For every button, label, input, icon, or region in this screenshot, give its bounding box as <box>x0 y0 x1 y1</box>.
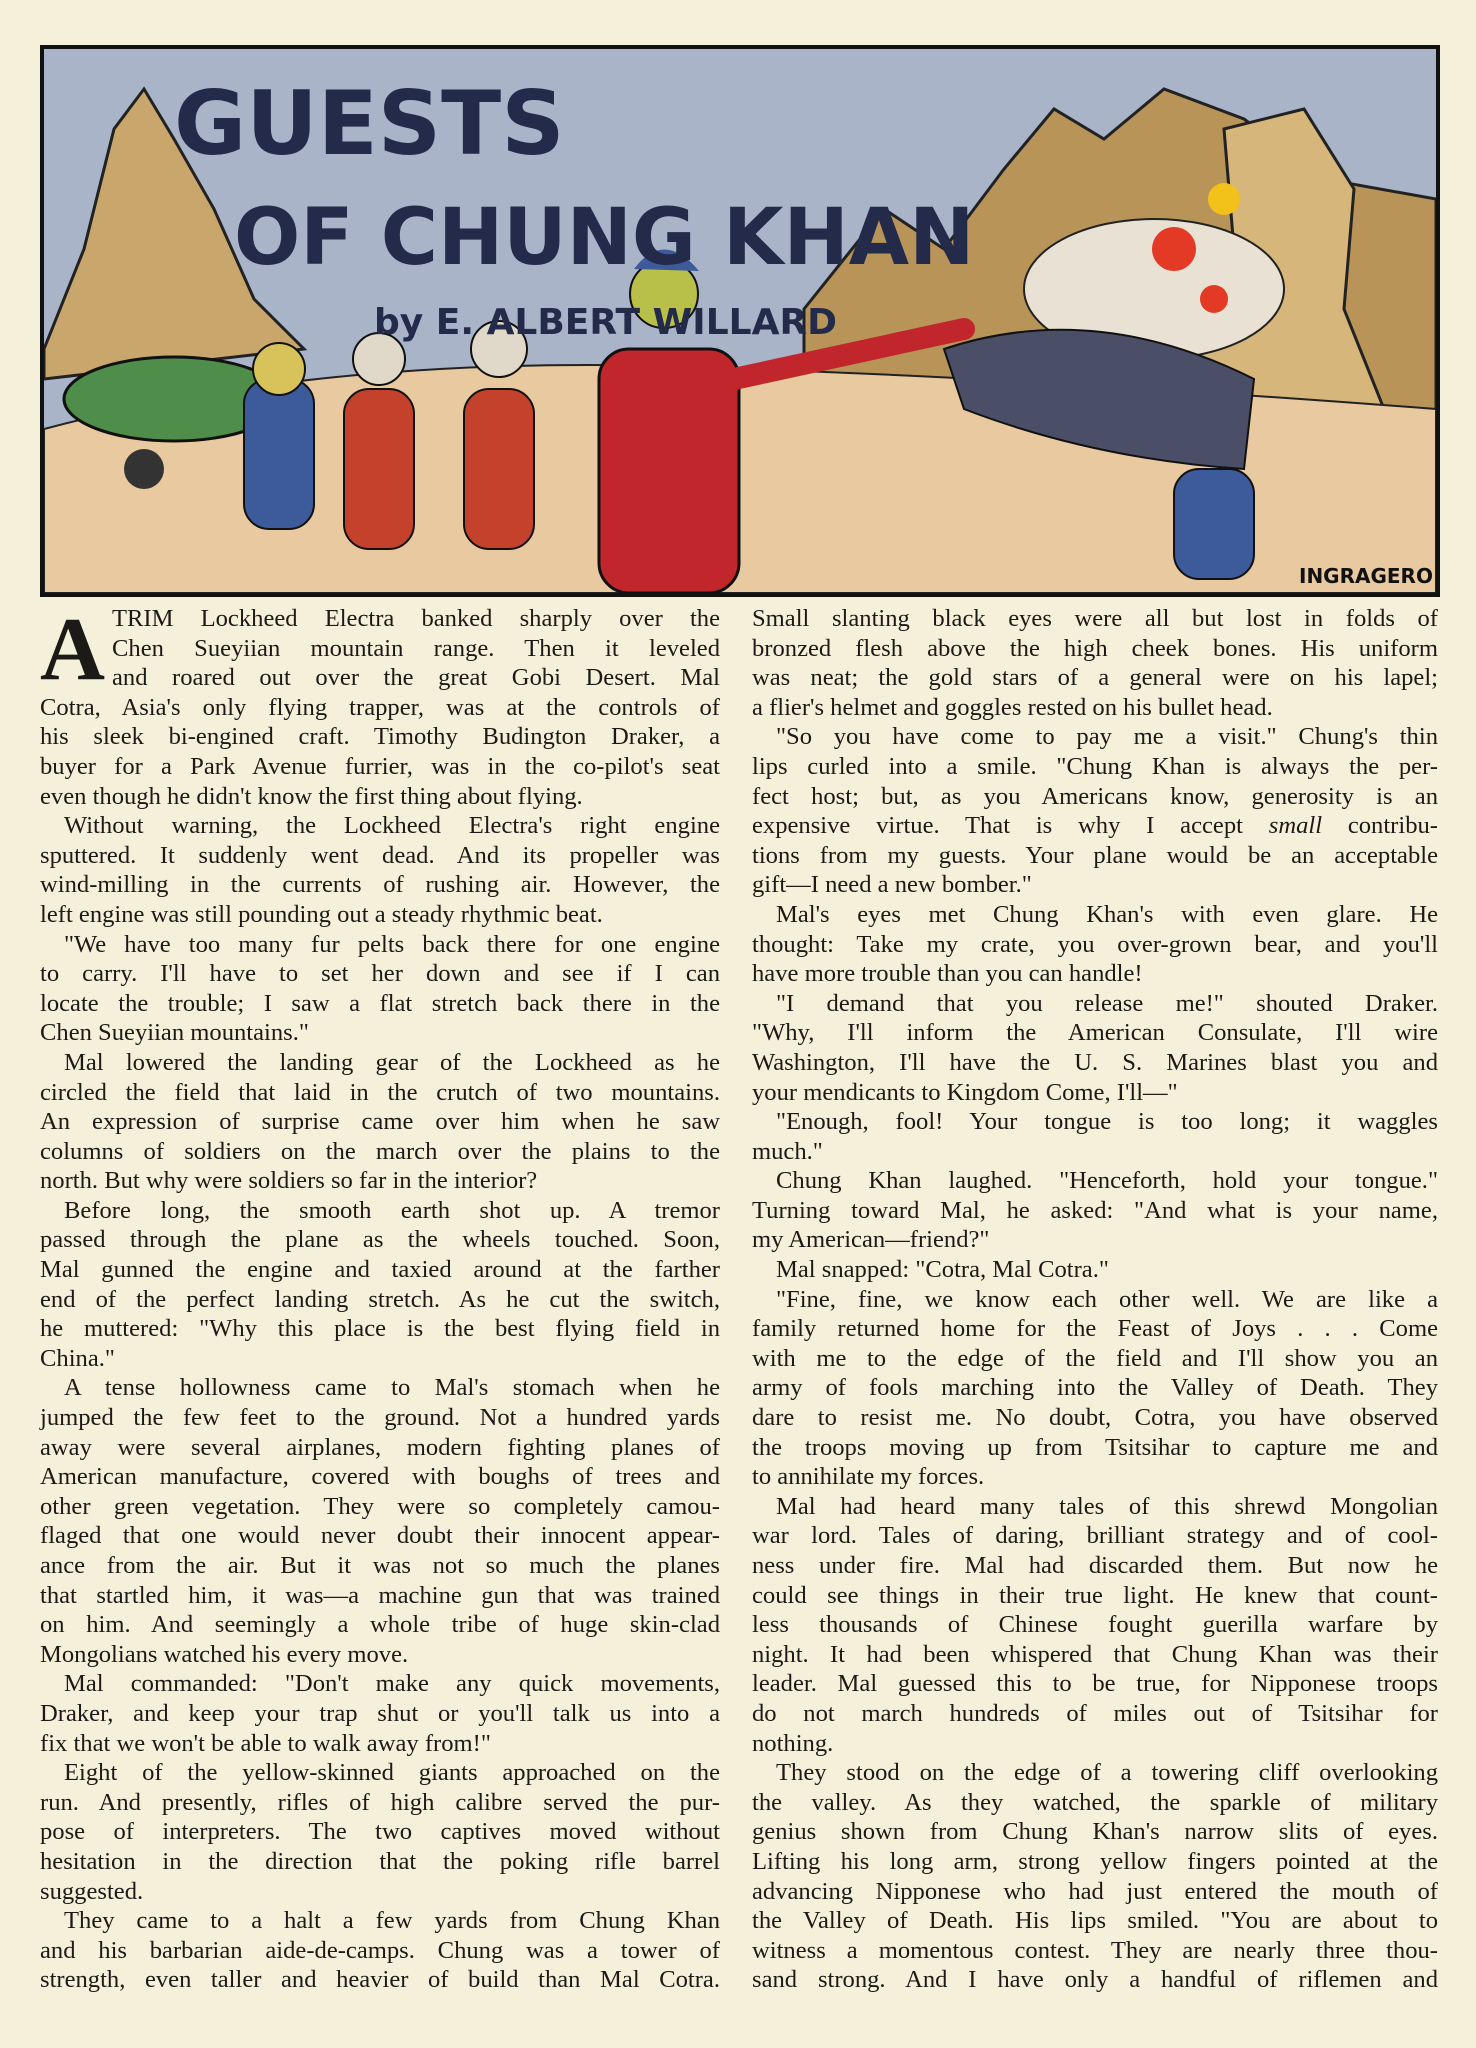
text-line: other green vegetation. They were so completely camou- <box>40 1492 720 1520</box>
text-line: advancing Nipponese who had just entered the mouth of <box>752 1877 1438 1905</box>
text-line: Lifting his long arm, strong yellow fingers pointed at the <box>752 1847 1438 1875</box>
text-line: Mal snapped: "Cotra, Mal Cotra." <box>776 1256 1109 1284</box>
text-line: A tense hollowness came to Mal's stomach when he <box>64 1374 720 1402</box>
italic-word: small <box>1268 812 1323 840</box>
text-line: columns of soldiers on the march over the plains to the <box>40 1137 720 1165</box>
text-line: and roared out over the great Gobi Desert. Mal <box>112 664 720 692</box>
text-line: army of fools marching into the Valley of Death. They <box>752 1374 1438 1402</box>
text-line: Mongolians watched his every move. <box>40 1640 409 1668</box>
text-line: night. It had been whispered that Chung Khan was their <box>752 1640 1438 1668</box>
text-segment: contribu- <box>1322 812 1438 840</box>
text-line: pose of interpreters. The two captives moved without <box>40 1818 720 1846</box>
text-line: American manufacture, covered with boughs of trees and <box>40 1463 720 1491</box>
text-line: tions from my guests. Your plane would be an acceptable <box>752 841 1438 869</box>
explosion-burst <box>1208 183 1240 215</box>
text-line: the troops moving up from Tsitsihar to capture me and <box>752 1433 1438 1461</box>
text-line: your mendicants to Kingdom Come, I'll—" <box>752 1078 1178 1106</box>
artist-signature: INGRAGERO <box>1299 564 1433 588</box>
text-line: leader. Mal guessed this to be true, for Nipponese troops <box>752 1670 1438 1698</box>
text-line: Eight of the yellow-skinned giants approached on the <box>64 1759 720 1787</box>
story-paragraph <box>40 1906 720 1995</box>
text-line: Turning toward Mal, he asked: "And what is your name, <box>752 1196 1438 1224</box>
text-line: They came to a halt a few yards from Chung Khan <box>64 1907 720 1935</box>
text-line: could see things in their true light. He knew that count- <box>752 1581 1438 1609</box>
text-line: left engine was still pounding out a steady rhythmic beat. <box>40 900 603 928</box>
story-paragraph <box>752 722 1438 900</box>
text-line: fix that we won't be able to walk away from!" <box>40 1729 491 1757</box>
title-of-chung-khan: OF CHUNG KHAN <box>234 193 975 283</box>
text-line: Without warning, the Lockheed Electra's right engine <box>64 812 720 840</box>
text-line: Chung Khan laughed. "Henceforth, hold your tongue." <box>776 1167 1438 1195</box>
text-line: suggested. <box>40 1877 144 1905</box>
text-line: away were several airplanes, modern fighting planes of <box>40 1433 720 1461</box>
text-line: "Fine, fine, we know each other well. We are like a <box>776 1285 1438 1313</box>
story-paragraph <box>752 900 1438 989</box>
text-line: "Enough, fool! Your tongue is too long; it waggles <box>776 1108 1438 1136</box>
text-line: fect host; but, as you Americans know, generosity is an <box>752 782 1438 810</box>
text-line: the Valley of Death. His lips smiled. "You are about to <box>752 1907 1438 1935</box>
story-paragraph <box>752 604 1438 722</box>
story-paragraph <box>752 1255 1438 1285</box>
byline: by E. ALBERT WILLARD <box>374 302 838 343</box>
text-line: Before long, the smooth earth shot up. A tremor <box>64 1196 720 1224</box>
title-guests: GUESTS <box>174 72 565 175</box>
drop-cap-lines <box>112 604 720 693</box>
title-illustration <box>40 45 1440 597</box>
story-paragraph <box>40 1196 720 1374</box>
story-paragraph <box>40 1669 720 1758</box>
text-line: Small slanting black eyes were all but lost in folds of <box>752 605 1438 632</box>
text-line: thought: Take my crate, you over-grown bear, and you'll <box>752 930 1438 958</box>
airplane-wheel <box>124 449 164 489</box>
story-paragraph <box>752 1285 1438 1492</box>
text-line: Mal gunned the engine and taxied around at the farther <box>40 1256 720 1284</box>
text-line: that startled him, it was—a machine gun that was trained <box>40 1581 720 1609</box>
text-line: nothing. <box>752 1729 834 1757</box>
text-line: buyer for a Park Avenue furrier, was in the co-pilot's seat <box>40 752 720 780</box>
text-line: "Why, I'll inform the American Consulate, I'll wire <box>752 1019 1438 1047</box>
text-line: was neat; the gold stars of a general were on his lapel; <box>752 664 1438 692</box>
text-line: Washington, I'll have the U. S. Marines blast you and <box>752 1048 1438 1076</box>
text-line: and his barbarian aide-de-camps. Chung was a tower of <box>40 1936 720 1964</box>
text-line: "I demand that you release me!" shouted Draker. <box>776 989 1438 1017</box>
text-line: have more trouble than you can handle! <box>752 960 1143 988</box>
text-line: less thousands of Chinese fought guerilla warfare by <box>752 1611 1438 1639</box>
text-line: sand strong. And I have only a handful of riflemen and <box>752 1966 1438 1994</box>
text-line: strength, even taller and heavier of build than Mal Cotra. <box>40 1966 720 1994</box>
story-paragraph <box>40 1758 720 1906</box>
text-line: An expression of surprise came over him when he saw <box>40 1108 720 1136</box>
text-segment: expensive virtue. That is why I accept <box>752 812 1269 840</box>
text-line: north. But why were soldiers so far in the interior? <box>40 1167 538 1195</box>
text-line: run. And presently, rifles of high calibre served the pur- <box>40 1788 720 1816</box>
story-column-left <box>40 604 720 1995</box>
explosion-burst <box>1152 227 1196 271</box>
illustration-art <box>44 49 1436 593</box>
text-line <box>752 811 1438 841</box>
text-line: Draker, and keep your trap shut or you'll talk us into a <box>40 1699 720 1727</box>
story-paragraph <box>752 989 1438 1107</box>
story-paragraph <box>752 1492 1438 1758</box>
story-paragraph <box>752 1166 1438 1255</box>
story-column-right <box>752 604 1438 1995</box>
text-line: Mal's eyes met Chung Khan's with even glare. He <box>776 900 1438 928</box>
text-line: the valley. As they watched, the sparkle of military <box>752 1788 1438 1816</box>
story-paragraph <box>40 1048 720 1196</box>
text-line: family returned home for the Feast of Joys . . . Come <box>752 1315 1438 1343</box>
text-line: circled the field that laid in the crutch of two mountains. <box>40 1078 720 1106</box>
text-line: jumped the few feet to the ground. Not a hundred yards <box>40 1404 720 1432</box>
drop-cap: A <box>40 610 105 690</box>
explosion-burst <box>1200 285 1228 313</box>
story-paragraph <box>40 1373 720 1669</box>
story-paragraph <box>40 930 720 1048</box>
text-line: genius shown from Chung Khan's narrow slits of eyes. <box>752 1818 1438 1846</box>
text-line: wind-milling in the currents of rushing air. However, the <box>40 871 720 899</box>
text-line: his sleek bi-engined craft. Timothy Budington Draker, a <box>40 723 720 751</box>
text-line: Mal had heard many tales of this shrewd Mongolian <box>776 1492 1438 1520</box>
text-line: lips curled into a smile. "Chung Khan is always the per- <box>752 752 1438 780</box>
text-line: with me to the edge of the field and I'll show you an <box>752 1344 1438 1372</box>
text-line: even though he didn't know the first thing about flying. <box>40 782 583 810</box>
text-line: war lord. Tales of daring, brilliant strategy and of cool- <box>752 1522 1438 1550</box>
text-line: Chen Sueyiian mountains." <box>40 1019 309 1047</box>
text-line: "We have too many fur pelts back there for one engine <box>64 930 720 958</box>
text-line: bronzed flesh above the high cheek bones. His uniform <box>752 634 1438 662</box>
text-line: Cotra, Asia's only flying trapper, was at the controls of <box>40 693 720 721</box>
text-line: do not march hundreds of miles out of Tsitsihar for <box>752 1699 1438 1727</box>
story-paragraph <box>40 811 720 929</box>
text-line: much." <box>752 1137 823 1165</box>
text-line: dare to resist me. No doubt, Cotra, you have observed <box>752 1404 1438 1432</box>
text-line: flaged that one would never doubt their innocent appear- <box>40 1522 720 1550</box>
text-line: ness under fire. Mal had discarded them. But now he <box>752 1552 1438 1579</box>
text-line: ance from the air. But it was not so much the planes <box>40 1552 720 1579</box>
text-line: locate the trouble; I saw a flat stretch back there in the <box>40 989 720 1017</box>
text-line: he muttered: "Why this place is the best flying field in <box>40 1315 720 1343</box>
text-line: to annihilate my forces. <box>752 1463 985 1491</box>
text-line: sputtered. It suddenly went dead. And its propeller was <box>40 841 720 869</box>
text-line: They stood on the edge of a towering cliff overlooking <box>776 1759 1438 1787</box>
text-line: a flier's helmet and goggles rested on his bullet head. <box>752 693 1273 721</box>
text-line: to carry. I'll have to set her down and see if I can <box>40 960 720 988</box>
text-line: hesitation in the direction that the poking rifle barrel <box>40 1847 720 1875</box>
text-line: Mal lowered the landing gear of the Lockheed as he <box>64 1048 720 1076</box>
text-line: witness a momentous contest. They are nearly three thou- <box>752 1936 1438 1964</box>
text-line: passed through the plane as the wheels touched. Soon, <box>40 1226 720 1254</box>
text-line: Chen Sueyiian mountain range. Then it leveled <box>112 634 720 662</box>
text-line: TRIM Lockheed Electra banked sharply over the <box>112 605 720 632</box>
text-line: end of the perfect landing stretch. As he cut the switch, <box>40 1285 720 1313</box>
text-line: my American—friend?" <box>752 1226 990 1254</box>
story-paragraph <box>752 1758 1438 1995</box>
text-line: China." <box>40 1344 115 1372</box>
text-line: on him. And seemingly a whole tribe of huge skin-clad <box>40 1611 720 1639</box>
text-line: Mal commanded: "Don't make any quick movements, <box>64 1670 720 1698</box>
story-paragraph <box>752 1107 1438 1166</box>
text-line: "So you have come to pay me a visit." Chung's thin <box>776 723 1438 751</box>
story-paragraph <box>40 604 720 811</box>
text-line: gift—I need a new bomber." <box>752 871 1032 899</box>
